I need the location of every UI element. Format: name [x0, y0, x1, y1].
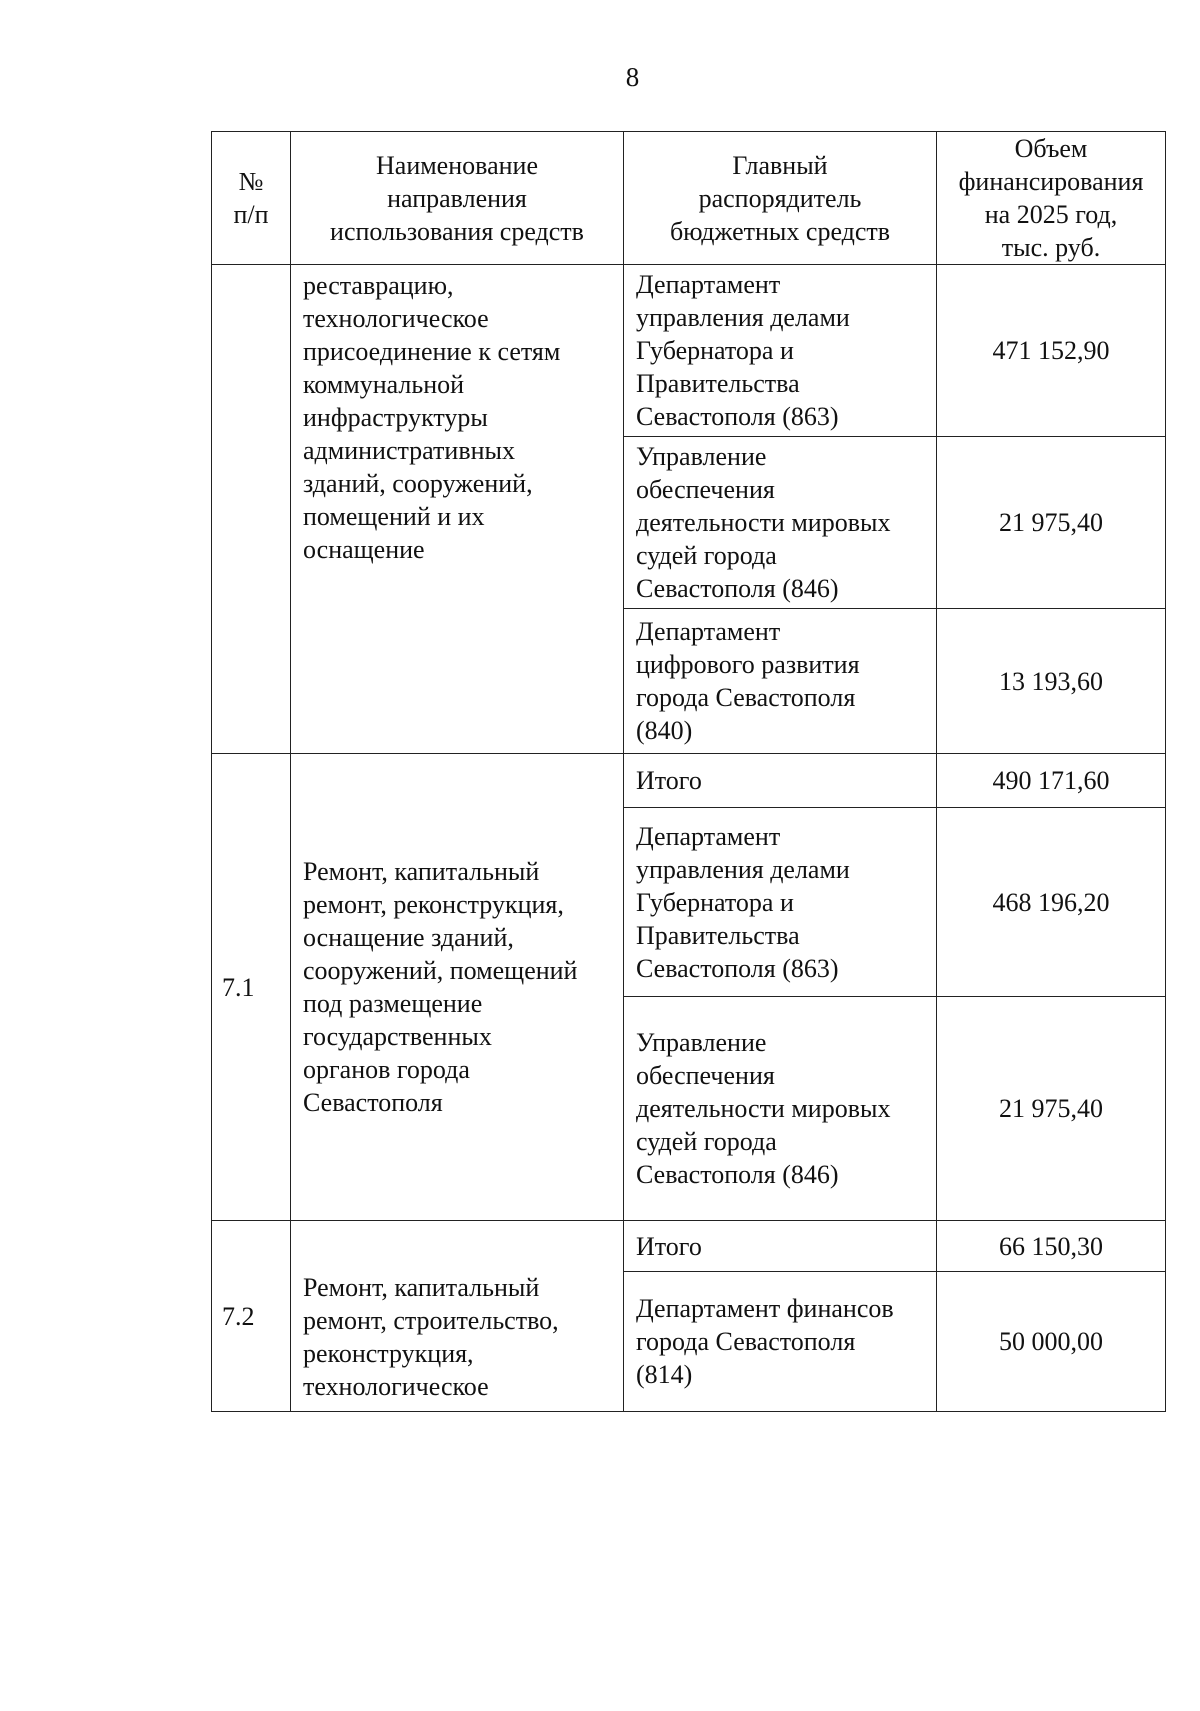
header-number: № п/п	[212, 132, 291, 265]
budget-manager-cell: Управление обеспечения деятельности мировых судей города Севастополя (846)	[624, 997, 937, 1221]
header-budget-manager: Главный распорядитель бюджетных средств	[624, 132, 937, 265]
financing-table	[211, 131, 1166, 1412]
budget-manager-cell: Управление обеспечения деятельности мировых судей города Севастополя (846)	[624, 437, 937, 609]
page-number: 8	[625, 62, 640, 92]
header-financing-amount: Объем финансирования на 2025 год, тыс. руб.	[937, 132, 1166, 265]
budget-manager-cell: Департамент управления делами Губернатора и Правительства Севастополя (863)	[624, 808, 937, 997]
header-direction-name: Наименование направления использования средств	[291, 132, 624, 265]
table-row	[212, 1221, 1166, 1272]
table-header-row	[212, 132, 1166, 265]
total-amount-cell: 66 150,30	[937, 1221, 1166, 1272]
direction-name-cell: Ремонт, капитальный ремонт, реконструкция, оснащение зданий, сооружений, помещений под размещение государственных органов города Севастополя	[291, 754, 624, 1221]
table-row	[212, 754, 1166, 808]
budget-manager-cell: Департамент управления делами Губернатора и Правительства Севастополя (863)	[624, 265, 937, 437]
amount-cell: 13 193,60	[937, 609, 1166, 754]
row-number-cell: 7.1	[212, 754, 291, 1221]
amount-cell: 21 975,40	[937, 437, 1166, 609]
amount-cell: 468 196,20	[937, 808, 1166, 997]
amount-cell: 21 975,40	[937, 997, 1166, 1221]
direction-name-cell: Ремонт, капитальный ремонт, строительство, реконструкция, технологическое	[291, 1221, 624, 1412]
total-label-cell: Итого	[624, 1221, 937, 1272]
budget-manager-cell: Департамент цифрового развития города Севастополя (840)	[624, 609, 937, 754]
total-label-cell: Итого	[624, 754, 937, 808]
amount-cell: 471 152,90	[937, 265, 1166, 437]
row-number-cell: 7.2	[212, 1221, 291, 1412]
table-row	[212, 265, 1166, 437]
direction-name-cell: реставрацию, технологическое присоединение к сетям коммунальной инфраструктуры административных зданий, сооружений, помещений и их оснащение	[291, 265, 624, 754]
row-number-cell	[212, 265, 291, 754]
total-amount-cell: 490 171,60	[937, 754, 1166, 808]
amount-cell: 50 000,00	[937, 1272, 1166, 1412]
budget-manager-cell: Департамент финансов города Севастополя (814)	[624, 1272, 937, 1412]
